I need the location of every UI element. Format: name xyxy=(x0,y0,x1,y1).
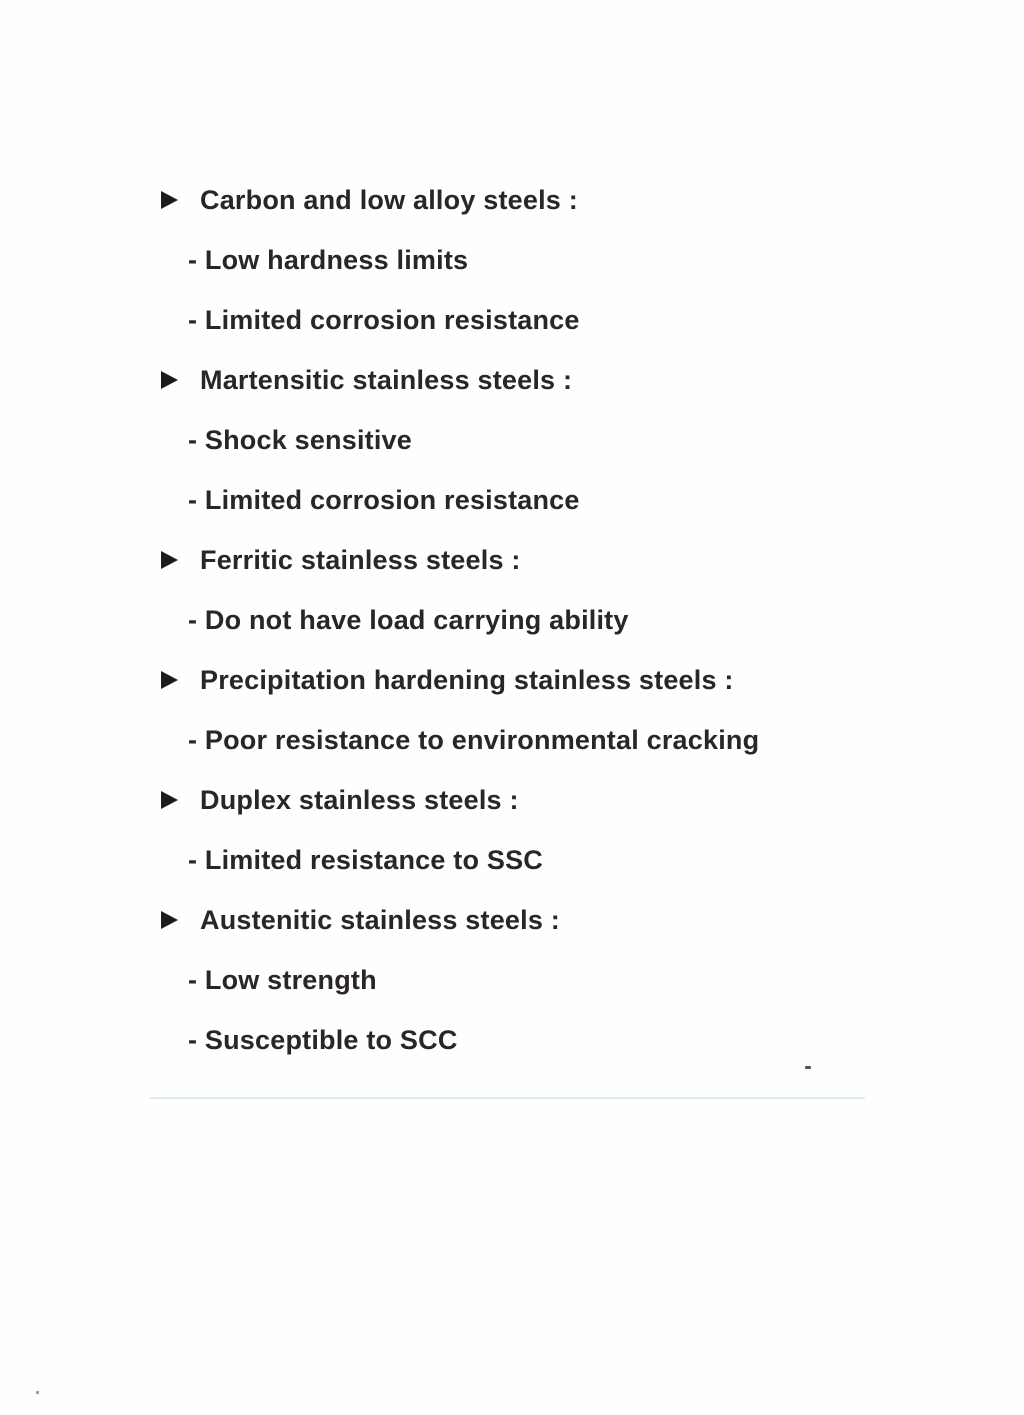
section-heading-text: Precipitation hardening stainless steels : xyxy=(200,664,734,695)
triangle-right-icon xyxy=(161,551,178,569)
list-item: - Shock sensitive xyxy=(188,424,412,455)
section-heading xyxy=(156,530,876,590)
list-item: - Poor resistance to environmental cracking xyxy=(188,724,760,755)
section-heading-text: Ferritic stainless steels : xyxy=(200,544,521,575)
section-heading-text: Duplex stainless steels : xyxy=(200,784,519,815)
scan-speck xyxy=(805,1066,811,1069)
list-item: - Low strength xyxy=(188,964,377,995)
list-item: - Limited corrosion resistance xyxy=(188,484,580,515)
section-heading-text: Austenitic stainless steels : xyxy=(200,904,560,935)
section-heading-text: Carbon and low alloy steels : xyxy=(200,184,578,215)
triangle-right-icon xyxy=(161,791,178,809)
list-item: - Limited resistance to SSC xyxy=(188,844,543,875)
divider-rule xyxy=(150,1097,865,1099)
section-heading xyxy=(156,650,876,710)
triangle-right-icon xyxy=(161,671,178,689)
section-heading-text: Martensitic stainless steels : xyxy=(200,364,573,395)
list-item: - Do not have load carrying ability xyxy=(188,604,629,635)
section-heading xyxy=(156,890,876,950)
triangle-right-icon xyxy=(161,371,178,389)
section-heading xyxy=(156,350,876,410)
list-item: - Low hardness limits xyxy=(188,244,469,275)
section-heading xyxy=(156,170,876,230)
triangle-right-icon xyxy=(161,191,178,209)
triangle-right-icon xyxy=(161,911,178,929)
scan-speck xyxy=(36,1391,39,1394)
list-item: - Susceptible to SCC xyxy=(188,1024,458,1055)
bullet-list xyxy=(156,170,876,1070)
section-heading xyxy=(156,770,876,830)
list-item: - Limited corrosion resistance xyxy=(188,304,580,335)
